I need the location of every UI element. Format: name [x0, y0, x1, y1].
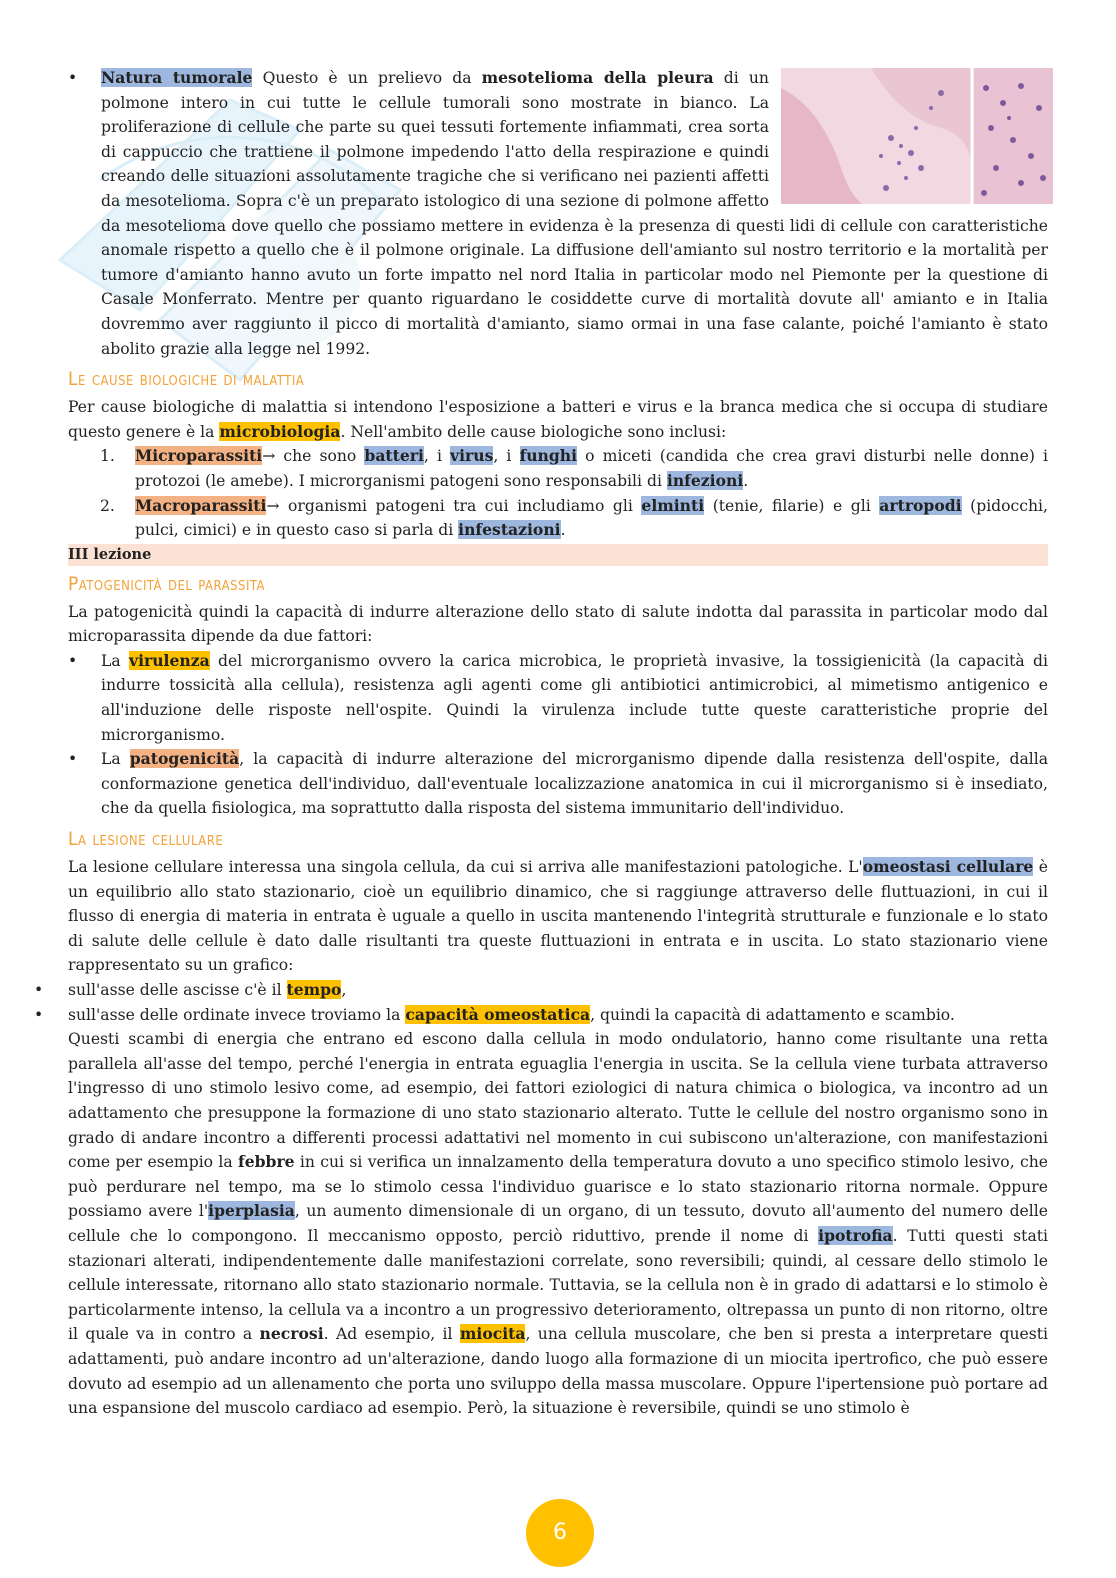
- term-elminti: elminti: [641, 495, 705, 515]
- bullet-natura-tumorale: • Natura tumorale Questo è un prelievo da mesotelioma della pleura di un polmone intero in cui tutte le cellule tumorali sono mostrate in bianco. La proliferazione di cellule che parte su quei tessuti fortemente infiammati, crea sorta di cappuccio che trattiene il polmone impedendo l'atto della respirazione e quindi creando delle situazioni assolutamente tragiche che si verificano nei pazienti affetti da mesotelioma. Sopra c'è un preparato istologico di una sezione di polmone affetto da mesotelioma dove quello che possiamo mettere in evidenza è la presenza di questi lidi di cellule con caratteristiche anomale rispetto a quello che è il polmone originale. La diffusione dell'amianto sul nostro territorio e la mortalità per tumore d'amianto hanno avuto un forte impatto nel nord Italia in particolar modo nel Piemonte per la questione di Casale Monferrato. Mentre per quanto riguardano le cosiddette curve di mortalità dovute all' amianto e in Italia dovremmo aver raggiunto il picco di mortalità d'amianto, siamo ormai in una fase calante, poiché l'amianto è stato abolito grazie alla legge nel 1992.: [68, 66, 1048, 361]
- bullet-virulenza: • La virulenza del microrganismo ovvero la carica microbica, le proprietà invasive, la tossigienicità (la capacità di indurre tossicità alla cellula), resistenza agli agenti come gli antibiotici antimicrobici, al mimetismo antigenico e all'induzione delle risposte nell'ospite. Quindi la virulenza include tutte queste caratteristiche proprie del microrganismo.: [68, 649, 1048, 747]
- term-patogenicita: patogenicità: [129, 749, 240, 769]
- bullet-ascisse: • sull'asse delle ascisse c'è il tempo,: [68, 978, 1048, 1003]
- histology-image: [781, 68, 1053, 204]
- paragraph-patogenicita: La patogenicità quindi la capacità di indurre alterazione dello stato di salute indotta dal parassita in particolar modo dal microparassita dipende da due fattori:: [68, 602, 1048, 646]
- heading-patogenicita: Patogenicità del parassita: [68, 572, 266, 595]
- term-funghi: funghi: [519, 446, 578, 466]
- term-omeostasi: omeostasi cellulare: [862, 857, 1034, 877]
- bullet-ordinate: • sull'asse delle ordinate invece troviamo la capacità omeostatica, quindi la capacità di adattamento e scambio.: [68, 1003, 1048, 1028]
- term-macroparassiti: Macroparassiti: [135, 495, 267, 515]
- term-virulenza: virulenza: [129, 650, 210, 670]
- heading-cause-biologiche: Le cause biologiche di malattia: [68, 368, 305, 391]
- heading-lesione-cellulare: La lesione cellulare: [68, 828, 224, 851]
- term-miocita: miocita: [459, 1324, 526, 1344]
- paragraph-lesione-cellulare: La lesione cellulare interessa una singola cellula, da cui si arriva alle manifestazioni patologiche. L'omeostasi cellulare è un equilibrio allo stato stazionario, cioè un equilibrio dinamico, che si raggiunge attraverso delle fluttuazioni, in cui il flusso di energia di materia in entrata è uguale a quello in uscita mantenendo l'integrità strutturale e funzionale e lo stato di salute delle cellule è dato dalle risultanti tra queste fluttuazioni in entrata e in uscita. Lo stato stazionario viene rappresentato su un grafico:: [68, 857, 1048, 975]
- term-microparassiti: Microparassiti: [135, 446, 263, 466]
- page-number-badge: 6: [526, 1499, 594, 1567]
- term-necrosi: necrosi: [259, 1324, 324, 1344]
- paragraph-cause-biologiche: Per cause biologiche di malattia si intendono l'esposizione a batteri e virus e la branca medica che si occupa di studiare questo genere è la microbiologia. Nell'ambito delle cause biologiche sono inclusi:: [68, 398, 1048, 441]
- bullet-patogenicita: • La patogenicità, la capacità di indurre alterazione del microrganismo dipende dalla resistenza dell'ospite, dalla conformazione genetica dell'individuo, dall'eventuale localizzazione anatomica in cui il microrganismo si è insediato, che da quella fisiologica, ma soprattutto dalla risposta del sistema immunitario dell'individuo.: [68, 747, 1048, 821]
- term-virus: virus: [450, 446, 494, 466]
- paragraph-scambi-energia: Questi scambi di energia che entrano ed escono dalla cellula in modo ondulatorio, hanno come risultante una retta parallela all'asse del tempo, perché l'energia in entrata eguaglia l'energia in uscita. Se la cellula viene turbata attraverso l'ingresso di uno stimolo lesivo come, ad esempio, dei fattori eziologici di natura chimica o biologica, va incontro ad un adattamento che presuppone la formazione di uno stato stazionario alterato. Tutte le cellule del nostro organismo sono in grado di andare incontro a differenti processi adattativi nel momento in cui subiscono un'alterazione, con manifestazioni come per esempio la febbre in cui si verifica un innalzamento della temperatura dovuto a uno specifico stimolo lesivo, che può perdurare nel tempo, ma se lo stimolo cessa l'individuo guarisce e lo stato stazionario ritorna normale. Oppure possiamo avere l'iperplasia, un aumento dimensionale di un organo, di un tessuto, dovuto all'aumento del numero delle cellule che lo compongono. Il meccanismo opposto, perciò riduttivo, prende il nome di ipotrofia. Tutti questi stati stazionari alterati, indipendentemente dalle manifestazioni correlate, sono reversibili; quindi, al cessare dello stimolo le cellule interessate, ritornano allo stato stazionario normale. Tuttavia, se la cellula non è in grado di adattarsi e lo stimolo è particolarmente intenso, la cellula va a incontro a un progressivo deterioramento, oltrepassa un punto di non ritorno, oltre il quale va in contro a necrosi. Ad esempio, il miocita, una cellula muscolare, che ben si presta a interpretare questi adattamenti, può andare incontro ad un'alterazione, dando luogo alla formazione di un miocita ipertrofico, che può essere dovuto ad esempio ad un allenamento che porta uno sviluppo della massa muscolare. Oppure l'ipertensione può portare ad una espansione del muscolo cardiaco ad esempio. Però, la situazione è reversibile, quindi se uno stimolo è: [68, 1030, 1048, 1418]
- term-capacita-omeostatica: capacità omeostatica: [405, 1004, 591, 1024]
- term-mesotelioma: mesotelioma della pleura: [481, 68, 714, 87]
- main-content: [68, 66, 1048, 1421]
- term-infezioni: infezioni: [666, 470, 744, 490]
- term-natura-tumorale: Natura tumorale: [101, 68, 253, 87]
- term-infestazioni: infestazioni: [458, 520, 561, 540]
- term-microbiologia: microbiologia: [219, 421, 341, 441]
- term-febbre: febbre: [238, 1152, 295, 1172]
- list-item-microparassiti: 1. Microparassiti→ che sono batteri, i virus, i funghi o miceti (candida che crea gravi disturbi nelle donne) i protozoi (le amebe). I microrganismi patogeni sono responsabili di infezioni.: [100, 446, 1048, 490]
- term-iperplasia: iperplasia: [208, 1201, 295, 1221]
- lesson-banner: III lezione: [68, 544, 1048, 566]
- term-tempo: tempo: [286, 980, 342, 999]
- list-item-macroparassiti: 2. Macroparassiti→ organismi patogeni tra cui includiamo gli elminti (tenie, filarie) e gli artropodi (pidocchi, pulci, cimici) e in questo caso si parla di infestazioni.: [100, 495, 1049, 540]
- term-artropodi: artropodi: [879, 495, 962, 515]
- term-ipotrofia: ipotrofia: [818, 1225, 893, 1245]
- term-batteri: batteri: [364, 446, 424, 466]
